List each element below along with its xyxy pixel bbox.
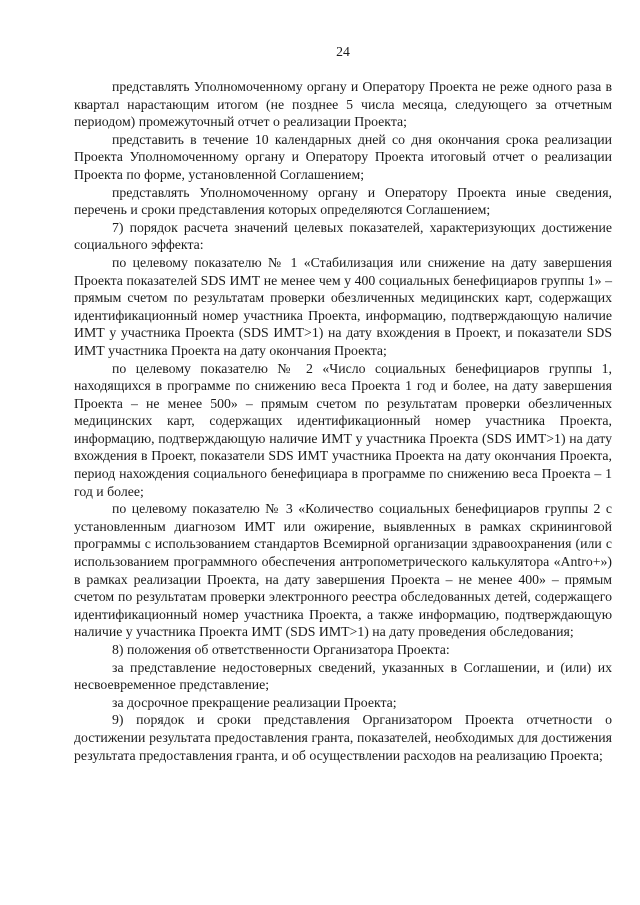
paragraph-other-info: представлять Уполномоченному органу и Оператору Проекта иные сведения, перечень и сроки представления которых определяются Соглашением; xyxy=(74,184,612,218)
paragraph-liability-false-info: за представление недостоверных сведений, указанных в Соглашении, и (или) их несвоевременное представление; xyxy=(74,659,612,693)
paragraph-liability-early-termination: за досрочное прекращение реализации Проекта; xyxy=(112,694,397,710)
paragraph-indicator-2: по целевому показателю № 2 «Число социальных бенефициаров группы 1, находящихся в программе по снижению веса Проекта 1 год и более, на дату завершения Проекта – не менее 500» – прямым счетом по результатам проверки обезличенных медицинских карт, содержащих идентификационный номер участника Проекта, информацию, подтверждающую наличие ИМТ у участника Проекта (SDS ИМТ>1) на дату вхождения в Проект, показатели SDS ИМТ участника Проекта на дату окончания Проекта, период нахождения социального бенефициара в программе по снижению веса Проекта – 1 год и более; xyxy=(74,360,612,499)
paragraph-final-report: представить в течение 10 календарных дней со дня окончания срока реализации Проекта Уполномоченному органу и Оператору Проекта итоговый отчет о реализации Проекта по форме, установленной Соглашением; xyxy=(74,131,612,182)
paragraph-item-9-reporting: 9) порядок и сроки представления Организатором Проекта отчетности о достижении результата предоставления гранта, показателей, необходимых для достижения результата предоставления гранта, и об осуществлении расходов на реализацию Проекта; xyxy=(74,712,612,763)
paragraph-indicator-1: по целевому показателю № 1 «Стабилизация или снижение на дату завершения Проекта показателей SDS ИМТ не менее чем у 400 социальных бенефициаров группы 1» – прямым счетом по результатам проверки обезличенных медицинских карт, содержащих идентификационный номер участника Проекта, информацию, подтверждающую наличие ИМТ у участника Проекта (SDS ИМТ>1) на дату вхождения в Проект, и показатели SDS ИМТ участника Проекта на дату окончания Проекта; xyxy=(74,254,612,358)
paragraph-indicator-3: по целевому показателю № 3 «Количество социальных бенефициаров группы 2 с установленным диагнозом ИМТ или ожирение, выявленных в рамках скрининговой программы с использованием стандартов Всемирной организации здравоохранения (или с использованием программного обеспечения антропометрического калькулятора «Antro+») в рамках реализации Проекта, на дату завершения Проекта – не менее 400» – прямым счетом по результатам проверки электронного реестра обследованных детей, содержащего идентификационный номер участника Проекта, а также информацию, подтверждающую наличие у участника Проекта ИМТ (SDS ИМТ>1) на дату проведения обследования; xyxy=(74,501,612,640)
page-number: 24 xyxy=(336,44,350,59)
paragraph-interim-report: представлять Уполномоченному органу и Оператору Проекта не реже одного раза в квартал нарастающим итогом (не позднее 5 числа месяца, следующего за отчетным периодом) промежуточный отчет о реализации Проекта; xyxy=(74,79,612,130)
paragraph-item-8-heading: 8) положения об ответственности Организатора Проекта: xyxy=(112,642,450,657)
paragraph-item-7-heading: 7) порядок расчета значений целевых показателей, характеризующих достижение социального эффекта: xyxy=(74,219,612,253)
